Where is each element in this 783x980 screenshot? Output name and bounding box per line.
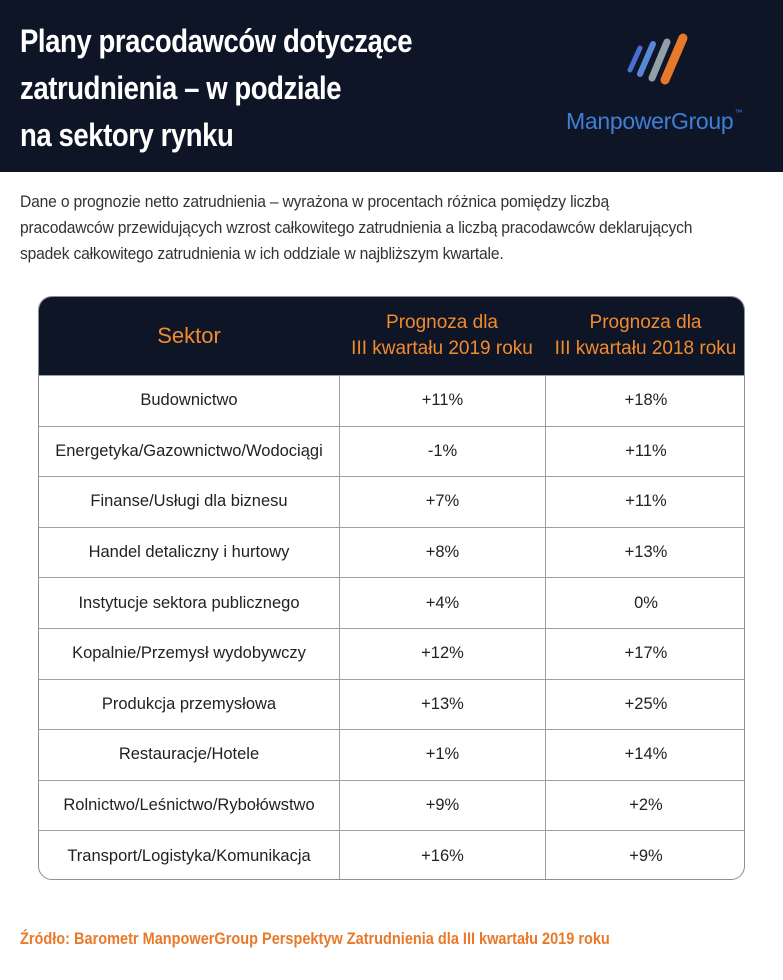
q3-2018-cell: +2% [545,781,745,831]
logo-stripe [630,48,640,70]
q3-2018-cell: +14% [545,730,745,780]
q3-2018-cell: +11% [545,427,745,477]
q3-2019-cell: +11% [339,376,545,426]
table-header [39,297,745,375]
table-row [39,780,745,831]
intro-line: pracodawców przewidujących wzrost całkowitego zatrudnienia a liczbą pracodawców deklarujących [20,218,693,237]
q3-2019-cell: +1% [339,730,545,780]
sector-cell: Handel detaliczny i hurtowy [88,543,290,562]
q3-2019-cell: +4% [339,578,545,628]
q3-2018-cell: +25% [545,680,745,730]
q3-2018-cell: +11% [545,477,745,527]
logo-wordmark: ManpowerGroup™ [566,108,743,134]
sector-cell: Rolnictwo/Leśnictwo/Rybołówstwo [63,796,315,815]
page-title [20,18,424,159]
table-row [39,679,745,730]
page-title-line: na sektory rynku [20,117,234,153]
q3-2019-cell: +9% [339,781,545,831]
sector-cell: Produkcja przemysłowa [101,694,277,713]
table-row [39,527,745,578]
manpowergroup-logo-icon [620,30,700,90]
table-row [39,830,745,880]
sector-cell: Budownictwo [140,391,238,410]
table-row [39,476,745,527]
column-header-q3-2018: Prognoza dla III kwartału 2018 roku [554,312,737,359]
forecast-table [38,296,745,880]
table-row [39,577,745,628]
column-header-sector: Sektor [157,323,221,348]
sector-cell: Restauracje/Hotele [118,745,260,764]
intro-line: spadek całkowitego zatrudnienia w ich oddziale w najbliższym kwartale. [20,244,504,263]
source-note: Źródło: Barometr ManpowerGroup Perspektyw Zatrudnienia dla III kwartału 2019 roku [20,930,610,948]
q3-2018-cell: +17% [545,629,745,679]
header-banner [0,0,783,172]
q3-2019-cell: +7% [339,477,545,527]
column-header-q3-2019: Prognoza dla III kwartału 2019 roku [351,312,533,359]
page-title-line: Plany pracodawców dotyczące [20,23,413,59]
table-row [39,426,745,477]
sector-cell: Transport/Logistyka/Komunikacja [67,846,311,865]
q3-2019-cell: -1% [339,427,545,477]
sector-cell: Kopalnie/Przemysł wydobywczy [72,644,306,663]
sector-cell: Energetyka/Gazownictwo/Wodociągi [55,441,323,460]
q3-2018-cell: +18% [545,376,745,426]
intro-text [20,189,710,267]
manpowergroup-logo [560,30,760,140]
intro-line: Dane o prognozie netto zatrudnienia – wyrażona w procentach różnica pomiędzy liczbą [20,192,609,211]
q3-2018-cell: +9% [545,831,745,880]
q3-2019-cell: +8% [339,528,545,578]
page-title-line: zatrudnienia – w podziale [20,70,342,106]
table-row [39,628,745,679]
sector-cell: Instytucje sektora publicznego [78,593,300,612]
sector-cell: Finanse/Usługi dla biznesu [90,492,288,511]
q3-2019-cell: +12% [339,629,545,679]
q3-2019-cell: +16% [339,831,545,880]
q3-2018-cell: 0% [545,578,745,628]
q3-2018-cell: +13% [545,528,745,578]
q3-2019-cell: +13% [339,680,545,730]
table-row [39,729,745,780]
table-row [39,375,745,426]
